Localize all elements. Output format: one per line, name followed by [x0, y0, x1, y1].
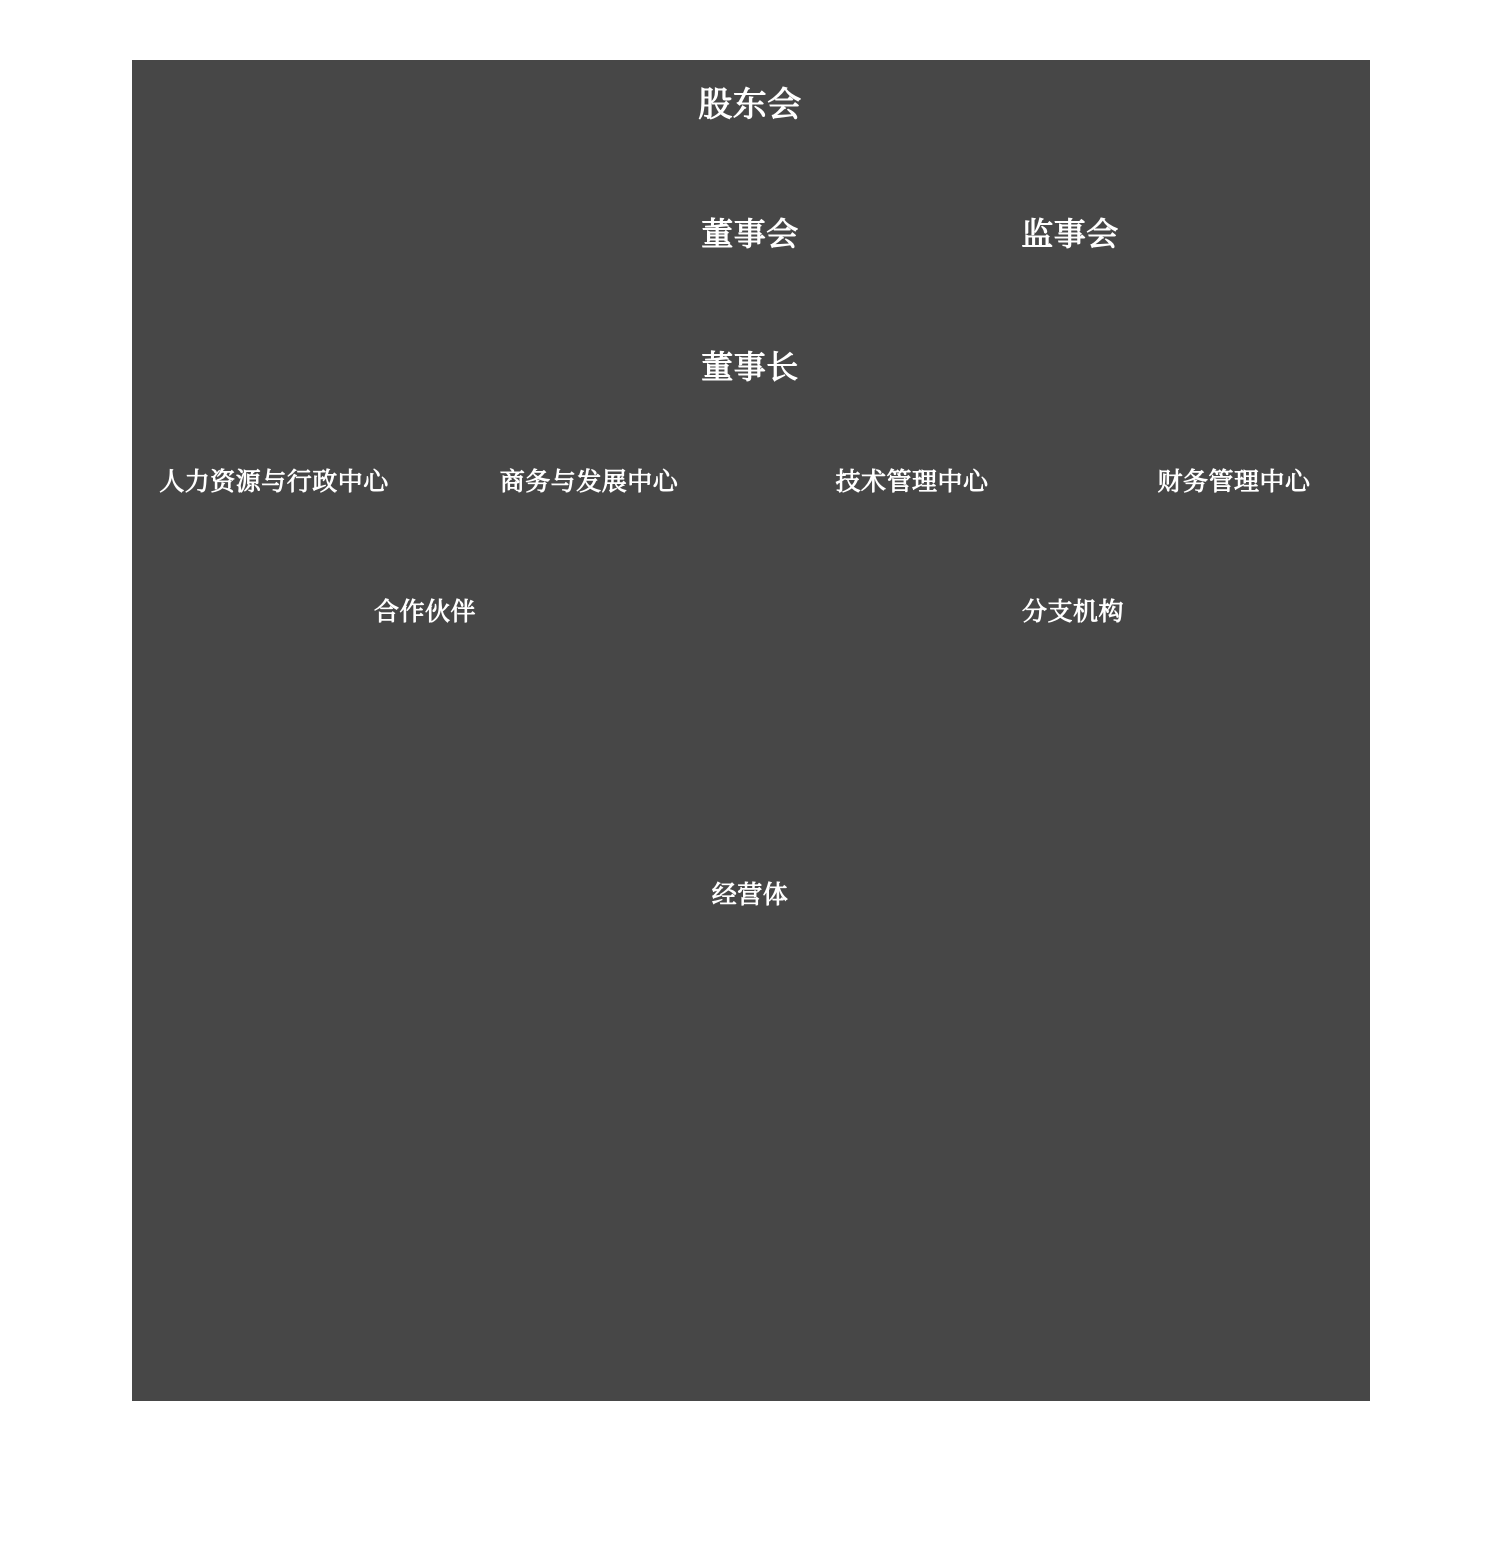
org-node-chairman: 董事长	[701, 349, 799, 385]
org-node-board-of-supervisors: 监事会	[1021, 216, 1119, 252]
org-node-shareholders: 股东会	[698, 86, 802, 124]
org-node-partners: 合作伙伴	[373, 598, 477, 626]
org-node-branches: 分支机构	[1021, 598, 1125, 626]
org-node-finance-management-center: 财务管理中心	[1157, 468, 1311, 496]
org-node-technology-management-center: 技术管理中心	[835, 468, 989, 496]
org-chart-canvas	[132, 60, 1370, 1401]
org-node-hr-admin-center: 人力资源与行政中心	[159, 468, 389, 496]
org-node-board-of-directors: 董事会	[701, 216, 799, 252]
org-node-business-development-center: 商务与发展中心	[499, 468, 679, 496]
org-node-business-unit: 经营体	[711, 881, 789, 909]
